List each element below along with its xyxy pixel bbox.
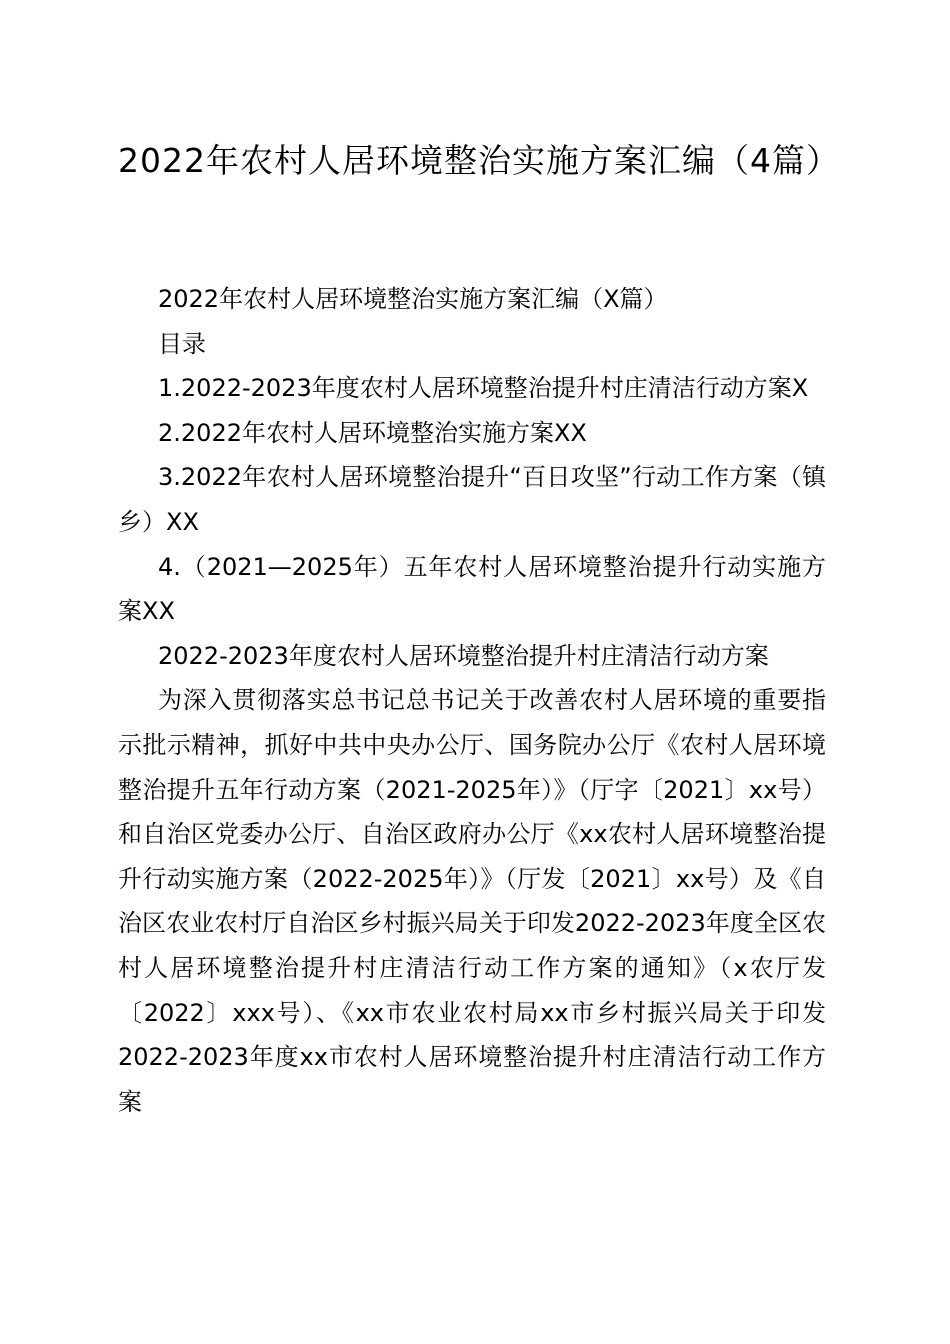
section-title: 2022-2023年度农村人居环境整治提升村庄清洁行动方案 [158, 641, 769, 670]
document-body [118, 277, 826, 1124]
toc-heading: 目录 [158, 329, 206, 358]
toc-item-2: 2.2022年农村人居环境整治实施方案XX [158, 418, 587, 447]
toc-item-4: 4.（2021—2025年）五年农村人居环境整治提升行动实施方案XX [118, 552, 826, 626]
document-title: 2022年农村人居环境整治实施方案汇编（4篇） [118, 141, 840, 180]
intro-paragraph: 为深入贯彻落实总书记总书记关于改善农村人居环境的重要指示批示精神，抓好中共中央办公厅、国务院办公厅《农村人居环境整治提升五年行动方案（2021-2025年）》（厅字〔2021〕xx号）和自治区党委办公厅、自治区政府办公厅《xx农村人居环境整治提升行动实施方案（2022-2025年）》（厅发〔2021〕xx号）及《自治区农业农村厅自治区乡村振兴局关于印发2022-2023年度全区农村人居环境整治提升村庄清洁行动工作方案的通知》（x农厅发〔2022〕xxx号）、《xx市农业农村局xx市乡村振兴局关于印发2022-2023年度xx市农村人居环境整治提升村庄清洁行动工作方案 [118, 686, 826, 1116]
compilation-subtitle: 2022年农村人居环境整治实施方案汇编（X篇） [158, 285, 668, 313]
toc-item-1: 1.2022-2023年度农村人居环境整治提升村庄清洁行动方案X [158, 374, 809, 403]
toc-item-3: 3.2022年农村人居环境整治提升“百日攻坚”行动工作方案（镇乡）XX [118, 463, 826, 536]
